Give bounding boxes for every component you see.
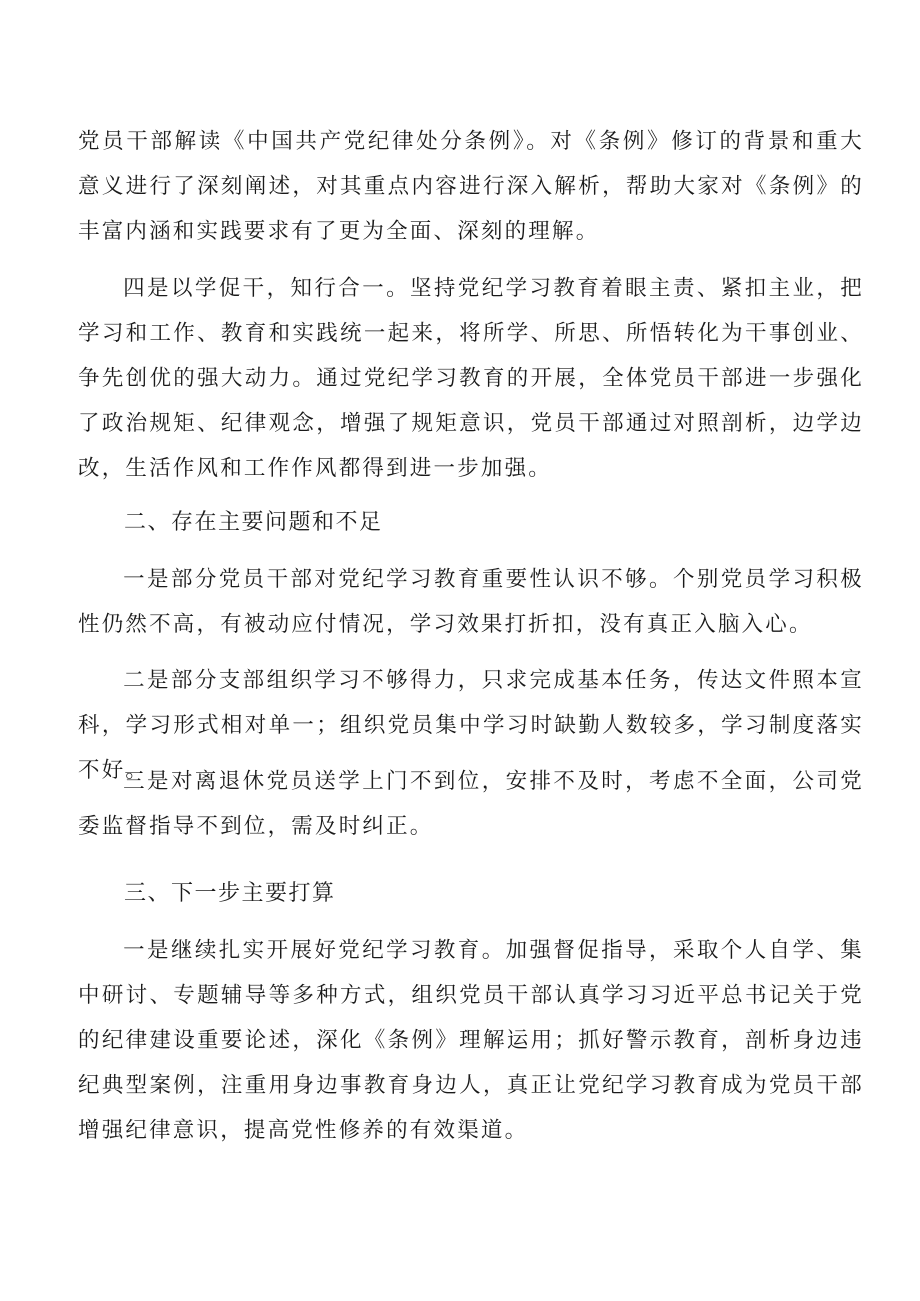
paragraph-next-step-education: 一是继续扎实开展好党纪学习教育。加强督促指导，采取个人自学、集中研讨、专题辅导等多种方式，组织党员干部认真学习习近平总书记关于党的纪律建设重要论述，深化《条例》理解运用；抓好警示教育，剖析身边违纪典型案例，注重用身边事教育身边人，真正让党纪学习教育成为党员干部增强纪律意识，提高党性修养的有效渠道。 (78, 938, 864, 1143)
paragraph-problem-retirees: 三是对离退休党员送学上门不到位，安排不及时，考虑不全面，公司党委监督指导不到位，需及时纠正。 (78, 769, 864, 839)
paragraph-problem-awareness: 一是部分党员干部对党纪学习教育重要性认识不够。个别党员学习积极性仍然不高，有被动应付情况，学习效果打折扣，没有真正入脑入心。 (78, 567, 864, 637)
section-heading-next-steps: 三、下一步主要打算 (124, 881, 336, 906)
paragraph-problem-organization: 二是部分支部组织学习不够得力，只求完成基本任务，传达文件照本宣科，学习形式相对单一；组织党员集中学习时缺勤人数较多，学习制度落实不好。 (78, 668, 864, 783)
paragraph-learning-promotes-work: 四是以学促干，知行合一。坚持党纪学习教育着眼主责、紧扣主业，把学习和工作、教育和实践统一起来，将所学、所思、所悟转化为干事创业、争先创优的强大动力。通过党纪学习教育的开展，全体党员干部进一步强化了政治规矩、纪律观念，增强了规矩意识，党员干部通过对照剖析，边学边改，生活作风和工作作风都得到进一步加强。 (78, 276, 864, 481)
section-heading-problems: 二、存在主要问题和不足 (124, 510, 383, 535)
paragraph-regulation-interpretation: 党员干部解读《中国共产党纪律处分条例》。对《条例》修订的背景和重大意义进行了深刻阐述，对其重点内容进行深入解析，帮助大家对《条例》的丰富内涵和实践要求有了更为全面、深刻的理解。 (78, 129, 864, 244)
